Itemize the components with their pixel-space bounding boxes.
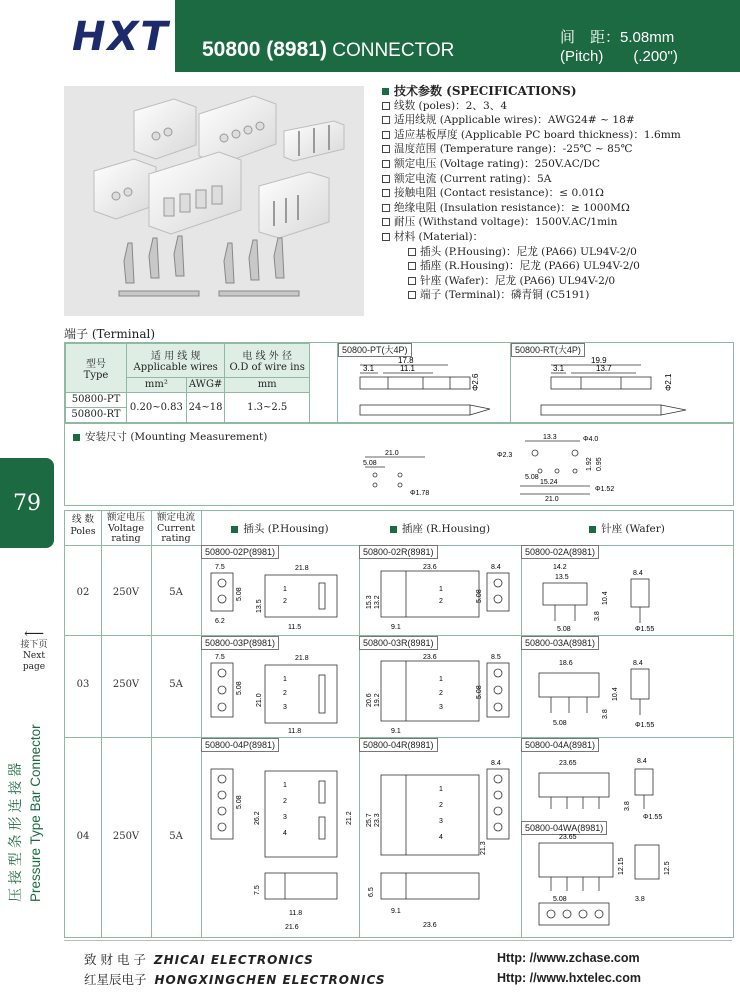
drawing-03r bbox=[361, 651, 519, 735]
th-curr-en: Current rating bbox=[156, 522, 196, 544]
d02r-5: 5.08 bbox=[476, 589, 483, 603]
d04r-5: 9.1 bbox=[391, 908, 401, 915]
pt-dim-2: 11.1 bbox=[400, 364, 415, 373]
d04a-0: 23.65 bbox=[559, 760, 577, 767]
d02p-5: 13.5 bbox=[256, 599, 263, 613]
d03a-3: 3.8 bbox=[602, 709, 609, 719]
spec-item bbox=[382, 142, 732, 157]
d02a-3: 3.8 bbox=[594, 611, 601, 621]
d02r-3: 13.2 bbox=[374, 595, 381, 609]
unit-awg: AWG# bbox=[186, 377, 225, 392]
pt-drawing bbox=[337, 343, 511, 423]
checkbox-square-icon bbox=[382, 145, 390, 153]
d04r-0: 23.6 bbox=[423, 922, 437, 929]
d03a-1: 8.4 bbox=[633, 660, 643, 667]
th-r bbox=[359, 521, 521, 536]
drawing-02a bbox=[523, 561, 731, 633]
footer-company-1 bbox=[84, 950, 314, 968]
d03p-7: 3 bbox=[283, 704, 287, 711]
mounting-heading-row bbox=[73, 429, 267, 444]
curr-03: 5A bbox=[169, 679, 183, 690]
pt-dim-1: 3.1 bbox=[363, 364, 375, 373]
terminal-heading: 端子 (Terminal) bbox=[64, 327, 156, 341]
d04p-9: 4 bbox=[283, 830, 287, 837]
th-poles-cn: 线 数 bbox=[71, 514, 95, 525]
d03r-5: 5.08 bbox=[476, 685, 483, 699]
bullet-square-icon bbox=[382, 88, 389, 95]
d03p-0: 7.5 bbox=[215, 654, 225, 661]
company2-en: HONGXINGCHEN ELECTRONICS bbox=[154, 973, 386, 987]
th-volt bbox=[101, 513, 151, 545]
spec-item bbox=[382, 201, 732, 216]
company1-en: ZHICAI ELECTRONICS bbox=[153, 953, 314, 967]
title-suffix: CONNECTOR bbox=[326, 40, 455, 61]
mount-r-4: 21.0 bbox=[545, 496, 559, 503]
part-03a: 50800-03A(8981) bbox=[521, 636, 599, 650]
mount-r-6: Φ1.52 bbox=[595, 486, 615, 493]
checkbox-square-icon bbox=[408, 262, 416, 270]
d04r-7: 1 bbox=[439, 786, 443, 793]
material-item bbox=[382, 245, 732, 260]
d04r-2: 25.7 bbox=[366, 813, 373, 827]
d03p-2: 5.08 bbox=[236, 681, 243, 695]
th-curr bbox=[151, 513, 201, 545]
d03p-6: 2 bbox=[283, 690, 287, 697]
pitch-en: (Pitch) (.200") bbox=[560, 48, 678, 65]
material-w: 针座 (Wafer)：尼龙 (PA66) UL94V-2/0 bbox=[420, 274, 616, 287]
connector-photo-illustration bbox=[64, 86, 364, 316]
d03r-0: 23.6 bbox=[423, 654, 437, 661]
checkbox-square-icon bbox=[382, 218, 390, 226]
th-volt-en: Voltage rating bbox=[108, 522, 144, 544]
mount-r-7: 1.92 bbox=[586, 457, 593, 471]
d03r-8: 3 bbox=[439, 704, 443, 711]
unit-mm2: mm² bbox=[127, 377, 187, 392]
spec-contact: 接触电阻 (Contact resistance)：≤ 0.01Ω bbox=[394, 187, 604, 200]
curr-04: 5A bbox=[169, 831, 183, 842]
mounting-heading: 安装尺寸 (Mounting Measurement) bbox=[85, 431, 268, 443]
checkbox-square-icon bbox=[408, 248, 416, 256]
spec-current: 额定电流 (Current rating)：5A bbox=[394, 172, 552, 185]
th-wires-cn: 适 用 线 规 bbox=[150, 351, 201, 363]
drawing-04p bbox=[203, 755, 357, 935]
mount-r-8: 0.95 bbox=[596, 457, 603, 471]
spec-board: 适应基板厚度 (Applicable PC board thickness)：1.6mm bbox=[394, 128, 681, 141]
d02a-1: 13.5 bbox=[555, 574, 569, 581]
th-w-label: 针座 (Wafer) bbox=[601, 523, 665, 535]
spec-item bbox=[382, 128, 732, 143]
mount-r-1: Φ4.0 bbox=[583, 436, 599, 443]
spec-temp: 温度范围 (Temperature range)：-25℃ ~ 85℃ bbox=[394, 143, 633, 156]
mount-r-3: 15.24 bbox=[540, 479, 558, 486]
drawing-03a bbox=[523, 651, 731, 735]
next-page-link[interactable] bbox=[16, 628, 52, 673]
material-p: 插头 (P.Housing)：尼龙 (PA66) UL94V-2/0 bbox=[420, 245, 637, 258]
d04a-1: 8.4 bbox=[637, 758, 647, 765]
part-04r: 50800-04R(8981) bbox=[359, 738, 438, 752]
d03p-3: 21.0 bbox=[256, 693, 263, 707]
volt-03: 250V bbox=[112, 679, 140, 690]
part-04a: 50800-04A(8981) bbox=[521, 738, 599, 752]
d04p-6: 1 bbox=[283, 782, 287, 789]
d02r-6: 1 bbox=[439, 586, 443, 593]
checkbox-square-icon bbox=[382, 204, 390, 212]
d04r-10: 4 bbox=[439, 834, 443, 841]
d04p-5: 7.5 bbox=[254, 885, 261, 895]
vertical-category-label bbox=[4, 690, 50, 905]
product-table-header bbox=[65, 511, 733, 546]
d04p-8: 3 bbox=[283, 814, 287, 821]
d04a-2: Φ1.55 bbox=[643, 814, 663, 821]
part-03p: 50800-03P(8981) bbox=[201, 636, 279, 650]
spec-withstand: 耐压 (Withstand voltage)：1500V.AC/1min bbox=[394, 216, 618, 229]
d04p-2: 26.2 bbox=[254, 811, 261, 825]
d04a-8: 3.8 bbox=[635, 896, 645, 903]
mount-l-0: 21.0 bbox=[385, 450, 399, 457]
d04a-3: 3.8 bbox=[624, 801, 631, 811]
product-table bbox=[64, 510, 734, 938]
rt-drawing bbox=[510, 343, 733, 423]
th-poles bbox=[65, 514, 101, 538]
d02r-4: 9.1 bbox=[391, 624, 401, 631]
th-poles-en: Poles bbox=[70, 526, 96, 537]
val-awg: 24~18 bbox=[186, 392, 225, 422]
d03r-4: 9.1 bbox=[391, 728, 401, 735]
terminal-table bbox=[65, 343, 310, 423]
checkbox-square-icon bbox=[382, 189, 390, 197]
d04p-3: 21.2 bbox=[346, 811, 353, 825]
pt-dim-0: 17.8 bbox=[398, 356, 414, 365]
col-divider bbox=[101, 511, 102, 937]
mount-r-5: 5.08 bbox=[525, 474, 539, 481]
footer-company-2 bbox=[84, 970, 386, 988]
d04p-1: 5.08 bbox=[236, 795, 243, 809]
material-item bbox=[382, 288, 732, 303]
d04a-7: 5.08 bbox=[553, 896, 567, 903]
spec-poles: 线数 (poles)：2、3、4 bbox=[394, 99, 508, 112]
spec-wires: 适用线规 (Applicable wires)：AWG24# ~ 18# bbox=[394, 114, 635, 127]
title-model: 50800 (8981) bbox=[202, 38, 327, 61]
next-page-cn: 接下页 bbox=[20, 640, 48, 650]
d04r-3: 23.3 bbox=[374, 813, 381, 827]
vertical-cn: 压 接 型 条 形 连 接 器 bbox=[7, 762, 23, 902]
pt-dim-3: Φ2.6 bbox=[471, 373, 480, 391]
part-04p: 50800-04P(8981) bbox=[201, 738, 279, 752]
col-divider bbox=[201, 511, 202, 937]
part-02a: 50800-02A(8981) bbox=[521, 545, 599, 559]
type-pt: 50800-PT bbox=[66, 392, 127, 407]
checkbox-square-icon bbox=[382, 116, 390, 124]
next-page-en: Next page bbox=[22, 651, 46, 672]
drawing-02p bbox=[203, 561, 357, 633]
d04r-1: 8.4 bbox=[491, 760, 501, 767]
mount-l-1: 5.08 bbox=[363, 460, 377, 467]
d03a-0: 18.6 bbox=[559, 660, 573, 667]
part-02r: 50800-02R(8981) bbox=[359, 545, 438, 559]
d02p-7: 2 bbox=[283, 598, 287, 605]
d02r-7: 2 bbox=[439, 598, 443, 605]
drawing-04a bbox=[523, 751, 731, 935]
company1-cn: 致 财 电 子 bbox=[84, 952, 146, 967]
bullet-square-icon bbox=[231, 526, 238, 533]
spec-voltage: 额定电压 (Voltage rating)：250V.AC/DC bbox=[394, 157, 600, 170]
pt-terminal-drawing bbox=[338, 355, 510, 421]
bullet-square-icon bbox=[390, 526, 397, 533]
d02p-3: 6.2 bbox=[215, 618, 225, 625]
page-number-tab bbox=[0, 458, 54, 548]
d04p-7: 2 bbox=[283, 798, 287, 805]
bullet-square-icon bbox=[73, 434, 80, 441]
footer-divider bbox=[64, 940, 732, 941]
spec-item bbox=[382, 186, 732, 201]
d04r-6: 6.5 bbox=[368, 887, 375, 897]
spec-item bbox=[382, 172, 732, 187]
mount-r-2: Φ2.3 bbox=[497, 452, 513, 459]
d04r-9: 3 bbox=[439, 818, 443, 825]
part-02p: 50800-02P(8981) bbox=[201, 545, 279, 559]
d03r-1: 8.5 bbox=[491, 654, 501, 661]
d03r-3: 19.2 bbox=[374, 693, 381, 707]
type-rt: 50800-RT bbox=[66, 407, 127, 422]
drawing-02r bbox=[361, 561, 519, 633]
material-t: 端子 (Terminal)：磷青铜 (C5191) bbox=[420, 289, 590, 302]
d04p-4: 11.8 bbox=[289, 910, 303, 917]
d03r-7: 2 bbox=[439, 690, 443, 697]
product-photo bbox=[64, 86, 364, 316]
volt-04: 250V bbox=[112, 831, 140, 842]
d02r-1: 8.4 bbox=[491, 564, 501, 571]
brand-logo: HXT bbox=[72, 14, 170, 60]
rt-dim-3: Φ2.1 bbox=[664, 373, 673, 391]
d02a-4: 10.4 bbox=[602, 591, 609, 605]
material-r: 插座 (R.Housing)：尼龙 (PA66) UL94V-2/0 bbox=[420, 260, 640, 273]
checkbox-square-icon bbox=[382, 160, 390, 168]
th-type bbox=[66, 344, 127, 393]
mounting-right-drawing bbox=[495, 431, 645, 503]
d03a-2: 5.08 bbox=[553, 720, 567, 727]
material-item bbox=[382, 274, 732, 289]
th-od-en: O.D of wire ins bbox=[229, 362, 305, 374]
d02r-0: 23.6 bbox=[423, 564, 437, 571]
d02p-6: 1 bbox=[283, 586, 287, 593]
d04a-6: 12.5 bbox=[664, 861, 671, 875]
unit-mm: mm bbox=[225, 377, 310, 392]
part-04wa: 50800-04WA(8981) bbox=[521, 821, 607, 835]
rt-label: 50800-RT(大4P) bbox=[511, 343, 585, 357]
spec-item bbox=[382, 215, 732, 230]
th-p bbox=[201, 521, 359, 536]
footer-url-2[interactable]: Http: //www.hxtelec.com bbox=[497, 971, 642, 985]
d03a-4: 10.4 bbox=[612, 687, 619, 701]
checkbox-square-icon bbox=[382, 233, 390, 241]
d02p-2: 5.08 bbox=[236, 587, 243, 601]
th-type-cn: 型号 bbox=[86, 358, 106, 370]
d02r-2: 15.3 bbox=[366, 595, 373, 609]
pitch-cn: 间 距：5.08mm bbox=[560, 29, 675, 46]
rt-terminal-drawing bbox=[511, 355, 733, 421]
checkbox-square-icon bbox=[382, 175, 390, 183]
volt-02: 250V bbox=[112, 587, 140, 598]
specs-title: 技术参数 (SPECIFICATIONS) bbox=[394, 84, 577, 98]
checkbox-square-icon bbox=[382, 131, 390, 139]
arrow-left-icon: ⟵ bbox=[23, 626, 45, 642]
rt-dim-0: 19.9 bbox=[591, 356, 607, 365]
d02a-2: 5.08 bbox=[557, 626, 571, 633]
mount-r-0: 13.3 bbox=[543, 434, 557, 441]
poles-04: 04 bbox=[76, 831, 90, 842]
d02a-0: 14.2 bbox=[553, 564, 567, 571]
part-03r: 50800-03R(8981) bbox=[359, 636, 438, 650]
spec-item bbox=[382, 99, 732, 114]
poles-02: 02 bbox=[76, 587, 90, 598]
footer-url-1[interactable]: Http: //www.zchase.com bbox=[497, 951, 640, 965]
mounting-left-drawing bbox=[355, 445, 445, 503]
d03p-4: 11.8 bbox=[288, 728, 302, 735]
poles-03: 03 bbox=[76, 679, 90, 690]
d03p-5: 1 bbox=[283, 676, 287, 683]
drawing-04r bbox=[361, 755, 519, 935]
d03p-1: 21.8 bbox=[295, 655, 309, 662]
th-p-label: 插头 (P.Housing) bbox=[243, 523, 329, 535]
val-mm2: 0.20~0.83 bbox=[127, 392, 187, 422]
checkbox-square-icon bbox=[408, 291, 416, 299]
th-wires-en: Applicable wires bbox=[133, 362, 218, 374]
th-volt-cn: 额定电压 bbox=[106, 512, 145, 523]
d02p-4: 11.5 bbox=[288, 624, 302, 631]
d04p-0: 21.6 bbox=[285, 924, 299, 931]
drawing-03p bbox=[203, 651, 357, 735]
d03r-2: 20.6 bbox=[366, 693, 373, 707]
th-type-en: Type bbox=[83, 369, 109, 381]
d03r-6: 1 bbox=[439, 676, 443, 683]
page-number: 79 bbox=[13, 490, 41, 516]
spec-item bbox=[382, 230, 732, 245]
th-r-label: 插座 (R.Housing) bbox=[401, 523, 491, 535]
th-w bbox=[521, 521, 733, 536]
d04r-8: 2 bbox=[439, 802, 443, 809]
val-od: 1.3~2.5 bbox=[225, 392, 310, 422]
pt-label: 50800-PT(大4P) bbox=[338, 343, 412, 357]
vertical-en: Pressure Type Bar Connector bbox=[28, 724, 43, 902]
checkbox-square-icon bbox=[382, 102, 390, 110]
material-item bbox=[382, 259, 732, 274]
page-title bbox=[202, 38, 454, 62]
rt-dim-1: 3.1 bbox=[553, 364, 565, 373]
th-od-cn: 电 线 外 径 bbox=[242, 351, 292, 363]
th-wires bbox=[127, 344, 225, 378]
d02a-6: 8.4 bbox=[633, 570, 643, 577]
bullet-square-icon bbox=[589, 526, 596, 533]
d02a-5: Φ1.55 bbox=[635, 626, 655, 633]
checkbox-square-icon bbox=[408, 277, 416, 285]
mount-l-2: Φ1.78 bbox=[410, 490, 430, 497]
spec-material: 材料 (Material)： bbox=[394, 230, 484, 243]
mounting-section bbox=[64, 422, 734, 506]
d02p-0: 7.5 bbox=[215, 564, 225, 571]
d02p-1: 21.8 bbox=[295, 565, 309, 572]
d04a-5: 12.15 bbox=[618, 857, 625, 875]
col-divider bbox=[151, 511, 152, 937]
spec-insulation: 绝缘电阻 (Insulation resistance)：≥ 1000MΩ bbox=[394, 201, 630, 214]
specs-title-row bbox=[382, 84, 732, 99]
th-od bbox=[225, 344, 310, 378]
vertical-text-svg bbox=[4, 690, 50, 905]
th-curr-cn: 额定电流 bbox=[156, 512, 195, 523]
rt-dim-2: 13.7 bbox=[596, 364, 612, 373]
spec-item bbox=[382, 113, 732, 128]
d04a-4: 23.65 bbox=[559, 834, 577, 841]
specifications bbox=[382, 84, 732, 303]
spec-item bbox=[382, 157, 732, 172]
d03a-5: Φ1.55 bbox=[635, 722, 655, 729]
company2-cn: 红星辰电子 bbox=[84, 972, 147, 987]
terminal-section bbox=[64, 342, 734, 424]
curr-02: 5A bbox=[169, 587, 183, 598]
d04r-4: 21.3 bbox=[480, 841, 487, 855]
